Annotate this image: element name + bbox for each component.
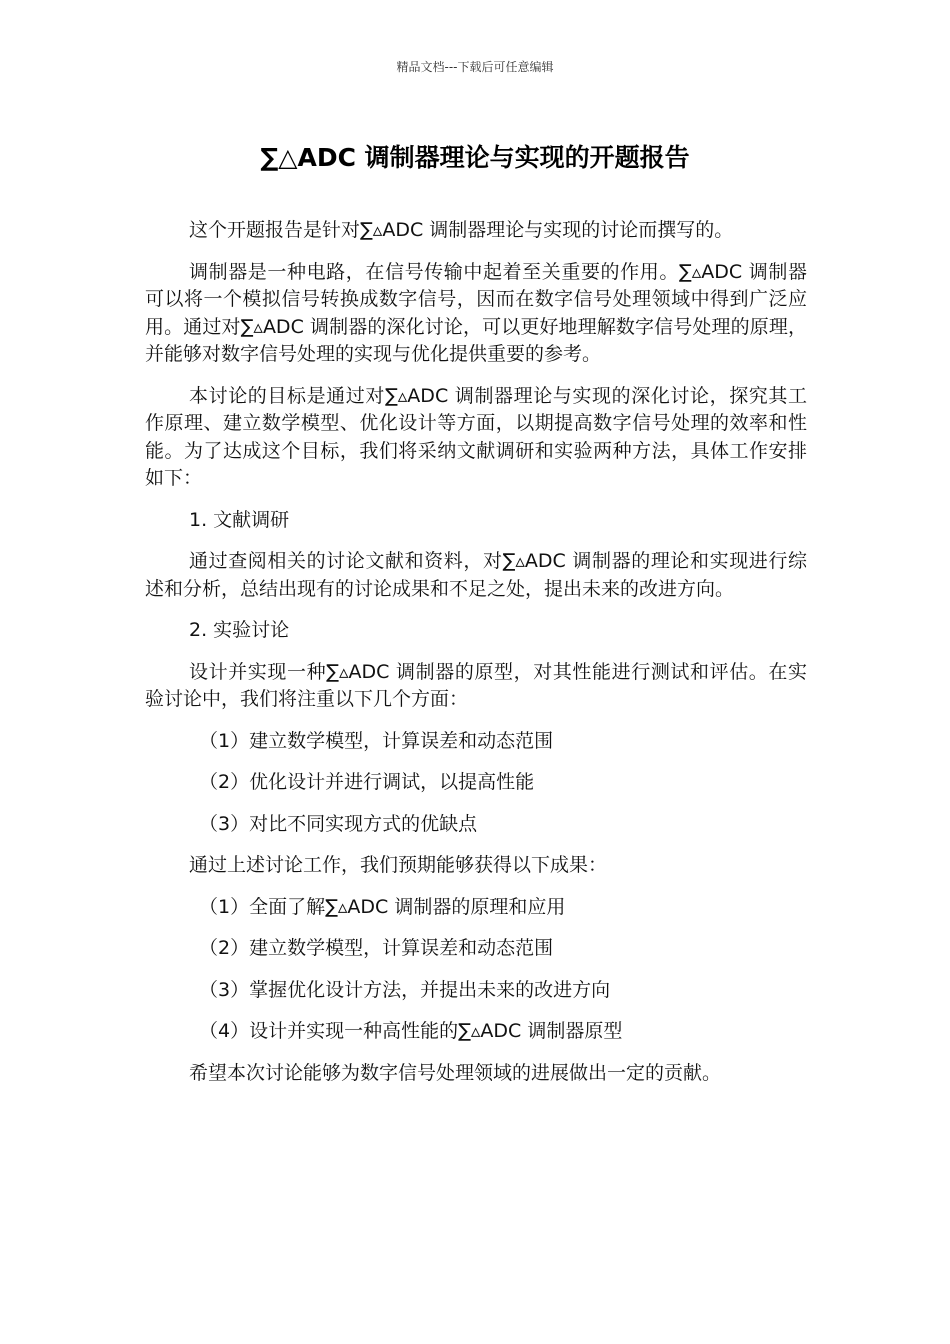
paragraph-intro: 这个开题报告是针对∑▵ADC 调制器理论与实现的讨论而撰写的。 [189,219,734,241]
list-item-outcome-4: （4）设计并实现一种高性能的∑▵ADC 调制器原型 [199,1020,623,1042]
document-title: ∑△ADC 调制器理论与实现的开题报告 [260,143,690,172]
document-body [145,217,807,1101]
paragraph-goal: 本讨论的目标是通过对∑▵ADC 调制器理论与实现的深化讨论，探究其工作原理、建立数学模型、优化设计等方面，以期提高数字信号处理的效率和性能。为了达成这个目标，我们将采纳文献调研和实验两种方法，具体工作安排如下： [145,384,807,489]
page-header: 精品文档---下载后可任意编辑 [396,60,554,74]
section-heading-literature: 1. 文献调研 [189,508,290,531]
paragraph-experiment: 设计并实现一种∑▵ADC 调制器的原型，对其性能进行测试和评估。在实验讨论中，我们将注重以下几个方面： [145,660,807,710]
list-item-outcome-2: （2）建立数学模型，计算误差和动态范围 [199,937,554,959]
paragraph-literature: 通过查阅相关的讨论文献和资料，对∑▵ADC 调制器的理论和实现进行综述和分析，总结出现有的讨论成果和不足之处，提出未来的改进方向。 [145,550,807,600]
paragraph-closing: 希望本次讨论能够为数字信号处理领域的进展做出一定的贡献。 [189,1061,722,1084]
list-item-outcome-1: （1）全面了解∑▵ADC 调制器的原理和应用 [199,895,566,918]
list-item-experiment-3: （3）对比不同实现方式的优缺点 [199,812,478,835]
section-heading-experiment: 2. 实验讨论 [189,619,290,641]
list-item-outcome-3: （3）掌握优化设计方法，并提出未来的改进方向 [199,978,611,1001]
paragraph-modulator: 调制器是一种电路，在信号传输中起着至关重要的作用。∑▵ADC 调制器可以将一个模拟信号转换成数字信号，因而在数字信号处理领域中得到广泛应用。通过对∑▵ADC 调制器的深化讨论，可以更好地理解数字信号处理的原理，并能够对数字信号处理的实现与优化提供重要的参考。 [145,260,807,365]
list-item-experiment-1: （1）建立数学模型，计算误差和动态范围 [199,729,554,752]
paragraph-expected: 通过上述讨论工作，我们预期能够获得以下成果： [189,854,608,876]
list-item-experiment-2: （2）优化设计并进行调试，以提高性能 [199,771,535,793]
